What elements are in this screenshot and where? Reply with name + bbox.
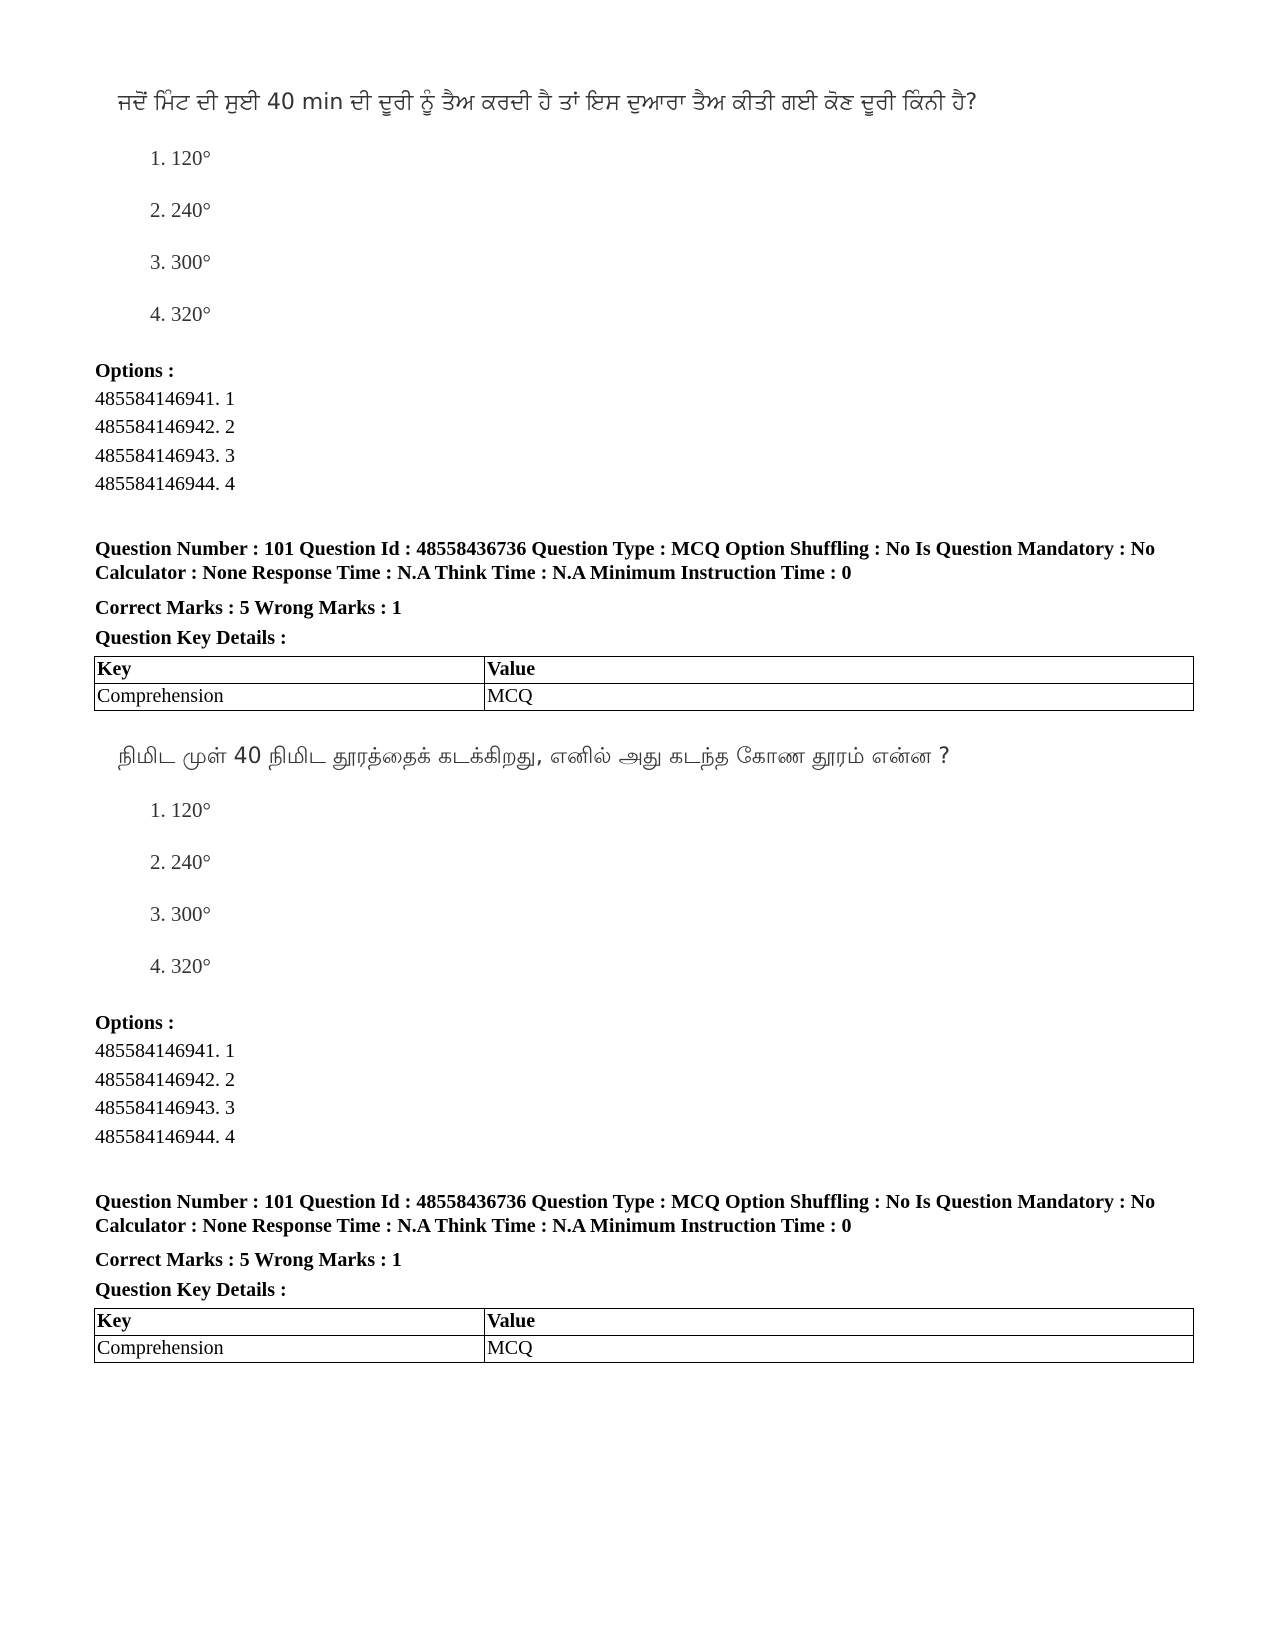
option-2: 485584146942. 2 [95,416,235,438]
options-label: Options : [95,360,175,382]
option-3: 485584146943. 3 [95,1097,235,1119]
option-2: 485584146942. 2 [95,1069,235,1091]
table-cell-value: MCQ [485,1336,1194,1363]
question-meta: Question Number : 101 Question Id : 48558436736 Question Type : MCQ Option Shuffling : No Is Question Mandatory : No Calculator : None Response Time : N.A Think Time : N.A Minimum Instruction Time : 0 [95,538,1156,584]
table-header-value: Value [485,1309,1194,1336]
question-text: நிமிட முள் 40 நிமிட தூரத்தைக் கடக்கிறது, எனில் அது கடந்த கோண தூரம் என்ன ? [118,744,951,769]
table-header-row [95,1309,1194,1336]
key-details-table [94,656,1194,711]
option-1: 485584146941. 1 [95,1040,235,1062]
marks-line: Correct Marks : 5 Wrong Marks : 1 [95,597,402,619]
key-details-label: Question Key Details : [95,627,287,649]
table-header-row [95,657,1194,684]
choice-2: 2. 240° [150,198,211,222]
choice-4: 4. 320° [150,302,211,326]
table-header-key: Key [95,657,485,684]
marks-line: Correct Marks : 5 Wrong Marks : 1 [95,1249,402,1271]
table-cell-key: Comprehension [95,1336,485,1363]
option-4: 485584146944. 4 [95,473,235,495]
question-text: ਜਦੋਂ ਮਿੰਟ ਦੀ ਸੁਈ 40 min ਦੀ ਦੂਰੀ ਨੂੰ ਤੈਅ ਕਰਦੀ ਹੈ ਤਾਂ ਇਸ ਦੁਆਰਾ ਤੈਅ ਕੀਤੀ ਗਈ ਕੋਣ ਦੂਰੀ ਕਿੰਨੀ ਹੈ? [118,90,978,115]
option-3: 485584146943. 3 [95,445,235,467]
key-details-table [94,1308,1194,1363]
table-row [95,684,1194,711]
choice-1: 1. 120° [150,146,211,170]
table-header-value: Value [485,657,1194,684]
option-1: 485584146941. 1 [95,388,235,410]
choice-3: 3. 300° [150,902,211,926]
table-header-key: Key [95,1309,485,1336]
choice-4: 4. 320° [150,954,211,978]
table-cell-value: MCQ [485,684,1194,711]
question-meta: Question Number : 101 Question Id : 48558436736 Question Type : MCQ Option Shuffling : No Is Question Mandatory : No Calculator : None Response Time : N.A Think Time : N.A Minimum Instruction Time : 0 [95,1191,1156,1237]
choice-2: 2. 240° [150,850,211,874]
table-cell-key: Comprehension [95,684,485,711]
table-row [95,1336,1194,1363]
options-label: Options : [95,1012,175,1034]
option-4: 485584146944. 4 [95,1126,235,1148]
choice-3: 3. 300° [150,250,211,274]
key-details-label: Question Key Details : [95,1279,287,1301]
choice-1: 1. 120° [150,798,211,822]
